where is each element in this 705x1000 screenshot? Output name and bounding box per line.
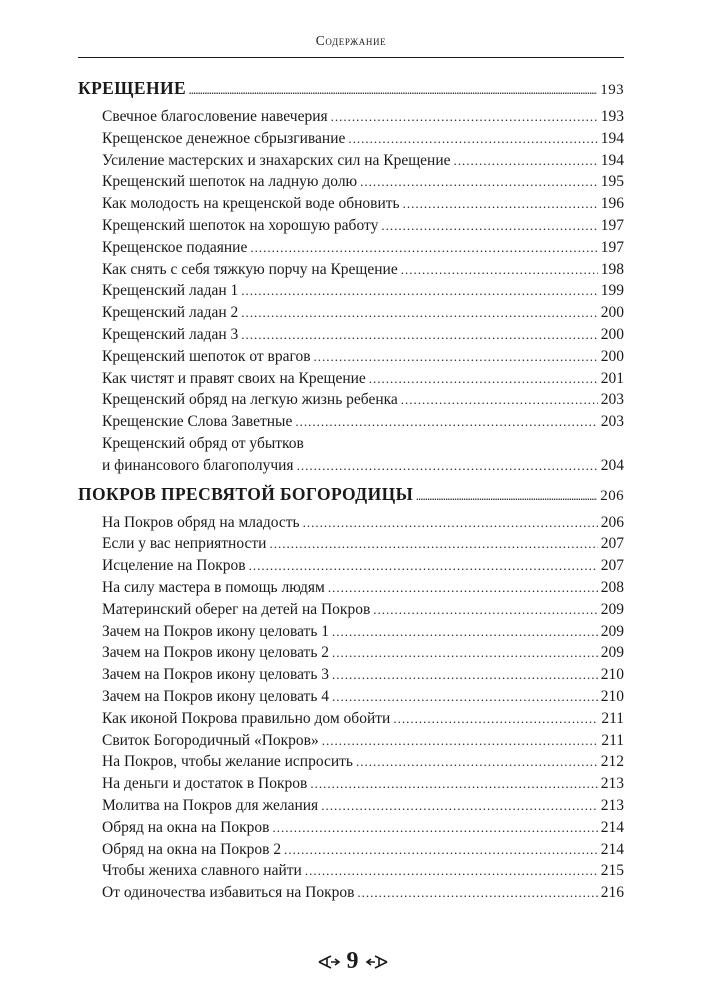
table-of-contents <box>78 78 624 911</box>
entry-page: 195 <box>600 173 624 191</box>
section-heading[interactable] <box>78 78 624 106</box>
entry-title-line2: и финансового благополучия <box>102 456 294 474</box>
entry-page: 206 <box>600 513 624 531</box>
entry-title: Чтобы жениха славного найти <box>102 862 302 880</box>
dot-leader <box>284 839 598 861</box>
header-rule <box>78 57 624 58</box>
dot-leader <box>369 368 598 390</box>
toc-section-epiphany <box>78 78 624 477</box>
entry-title: Крещенский шепоток на ладную долю <box>102 173 358 191</box>
toc-entry[interactable] <box>102 795 624 817</box>
dot-leader <box>269 533 597 555</box>
entry-page: 214 <box>600 840 624 858</box>
section-page: 206 <box>600 487 624 504</box>
entry-page: 208 <box>600 578 624 596</box>
toc-entry[interactable] <box>102 128 624 150</box>
dot-leader <box>357 882 597 904</box>
entry-title: На Покров, чтобы желание испросить <box>102 753 353 771</box>
entry-page: 213 <box>600 775 624 793</box>
dot-leader <box>393 708 598 730</box>
dot-leader <box>189 86 597 96</box>
entry-page: 209 <box>600 600 624 618</box>
entry-title: От одиночества избавиться на Покров <box>102 884 355 902</box>
entry-page: 211 <box>601 731 624 749</box>
toc-entry[interactable] <box>102 751 624 773</box>
toc-section-pokrov <box>78 484 624 904</box>
right-ornament-icon <box>365 955 389 969</box>
running-header: Содержание <box>315 33 387 48</box>
toc-entry[interactable] <box>102 237 624 259</box>
section-page: 193 <box>600 82 624 98</box>
entry-title: Крещенский шепоток на хорошую работу <box>102 216 379 234</box>
dot-leader <box>332 686 598 708</box>
toc-entry[interactable] <box>102 664 624 686</box>
entry-page: 203 <box>600 413 624 431</box>
entry-page: 198 <box>600 260 624 278</box>
entry-page: 200 <box>600 325 624 343</box>
page-folio <box>0 948 705 975</box>
toc-entry[interactable] <box>102 215 624 237</box>
dot-leader <box>241 302 597 324</box>
page-number: 9 <box>346 948 359 974</box>
toc-entry[interactable] <box>102 708 624 730</box>
dot-leader <box>403 193 598 215</box>
toc-entry[interactable] <box>102 860 624 882</box>
dot-leader <box>331 106 598 128</box>
entry-page: 199 <box>600 282 624 300</box>
toc-entry[interactable] <box>102 555 624 577</box>
dot-leader <box>303 512 598 534</box>
entry-title: Обряд на окна на Покров <box>102 818 270 836</box>
entry-title: Обряд на окна на Покров 2 <box>102 840 282 858</box>
toc-entry[interactable] <box>102 642 624 664</box>
toc-entry[interactable] <box>102 280 624 302</box>
section-entries <box>78 106 624 477</box>
toc-entry[interactable] <box>102 512 624 534</box>
entry-page: 193 <box>600 108 624 125</box>
dot-leader <box>314 346 598 368</box>
dot-leader <box>295 411 597 433</box>
entry-title: Если у вас неприятности <box>102 535 267 553</box>
entry-page: 201 <box>600 369 624 387</box>
entry-page: 209 <box>600 644 624 662</box>
entry-page: 194 <box>600 151 624 169</box>
entry-title: Свиток Богородичный «Покров» <box>102 731 319 749</box>
entry-title: Крещенский обряд от убытков <box>102 434 304 452</box>
entry-page: 200 <box>600 304 624 322</box>
dot-leader <box>250 237 597 259</box>
entry-title: Крещенский ладан 3 <box>102 325 239 343</box>
entry-title: Как иконой Покрова правильно дом обойти <box>102 709 391 727</box>
toc-entry[interactable] <box>102 193 624 215</box>
entry-title-continuation <box>102 455 624 477</box>
dot-leader <box>356 751 598 773</box>
toc-entry[interactable] <box>102 106 624 128</box>
entry-title: Крещенское подаяние <box>102 238 248 256</box>
toc-entry[interactable] <box>102 411 624 433</box>
toc-entry[interactable] <box>102 686 624 708</box>
dot-leader <box>401 389 598 411</box>
entry-title: Крещенский ладан 2 <box>102 304 239 322</box>
entry-title: Как чистят и правят своих на Крещение <box>102 369 366 387</box>
entry-page: 216 <box>600 884 624 902</box>
entry-page: 194 <box>600 129 624 147</box>
entry-page: 207 <box>600 535 624 553</box>
dot-leader <box>332 621 598 643</box>
entry-page: 214 <box>600 818 624 836</box>
dot-leader <box>454 150 598 172</box>
entry-title: Усиление мастерских и знахарских сил на Крещение <box>102 151 451 169</box>
toc-entry[interactable] <box>102 533 624 555</box>
entry-title: Крещенский шепоток от врагов <box>102 347 311 365</box>
entry-page: 213 <box>600 796 624 814</box>
dot-leader <box>241 324 597 346</box>
toc-entry[interactable] <box>102 324 624 346</box>
dot-leader <box>373 599 597 621</box>
dot-leader <box>381 215 597 237</box>
entry-title: Зачем на Покров икону целовать 4 <box>102 687 330 705</box>
toc-entry[interactable] <box>102 259 624 281</box>
entry-title: На силу мастера в помощь людям <box>102 578 325 596</box>
toc-entry[interactable] <box>102 839 624 861</box>
entry-title: Как снять с себя тяжкую порчу на Крещение <box>102 260 398 278</box>
entry-title: Исцеление на Покров <box>102 557 246 575</box>
toc-entry[interactable] <box>102 599 624 621</box>
entry-page: 215 <box>600 862 624 880</box>
dot-leader <box>321 795 598 817</box>
section-title: ПОКРОВ ПРЕСВЯТОЙ БОГОРОДИЦЫ <box>78 483 414 504</box>
dot-leader <box>401 259 598 281</box>
toc-entry[interactable] <box>102 346 624 368</box>
dot-leader <box>348 128 597 150</box>
toc-entry[interactable] <box>102 433 624 477</box>
toc-entry[interactable] <box>102 171 624 193</box>
entry-page: 197 <box>600 216 624 234</box>
toc-entry[interactable] <box>102 817 624 839</box>
toc-entry[interactable] <box>102 621 624 643</box>
toc-entry[interactable] <box>102 577 624 599</box>
entry-page: 197 <box>600 238 624 256</box>
dot-leader <box>297 455 598 477</box>
section-entries <box>78 512 624 904</box>
entry-title: Крещенский ладан 1 <box>102 282 239 300</box>
toc-entry[interactable] <box>102 882 624 904</box>
entry-title: Материнский оберег на детей на Покров <box>102 600 371 618</box>
dot-leader <box>332 642 598 664</box>
dot-leader <box>310 773 597 795</box>
left-ornament-icon <box>317 955 341 969</box>
entry-title: Крещенское денежное сбрызгивание <box>102 129 346 147</box>
dot-leader <box>322 730 599 752</box>
toc-entry[interactable] <box>102 368 624 390</box>
entry-title: Молитва на Покров для желания <box>102 796 319 814</box>
entry-title: Крещенские Слова Заветные <box>102 413 293 431</box>
entry-title: Как молодость на крещенской воде обновить <box>102 195 400 213</box>
dot-leader <box>360 171 598 193</box>
toc-entry[interactable] <box>102 730 624 752</box>
entry-page: 204 <box>600 456 624 474</box>
dot-leader <box>249 555 598 577</box>
dot-leader <box>241 280 597 302</box>
dot-leader <box>416 492 597 502</box>
entry-page: 200 <box>600 347 624 365</box>
dot-leader <box>328 577 598 599</box>
toc-entry[interactable] <box>102 389 624 411</box>
entry-title: На Покров обряд на младость <box>102 513 300 531</box>
dot-leader <box>272 817 597 839</box>
toc-entry[interactable] <box>102 150 624 172</box>
entry-title: Зачем на Покров икону целовать 3 <box>102 666 330 684</box>
entry-page: 210 <box>600 687 624 705</box>
dot-leader <box>332 664 598 686</box>
entry-title: Зачем на Покров икону целовать 2 <box>102 644 330 662</box>
section-title: КРЕЩЕНИЕ <box>78 78 187 98</box>
entry-page: 210 <box>600 666 624 684</box>
entry-page: 212 <box>600 753 624 771</box>
entry-title: Зачем на Покров икону целовать 1 <box>102 622 330 640</box>
entry-page: 196 <box>600 195 624 213</box>
toc-entry[interactable] <box>102 302 624 324</box>
section-heading[interactable] <box>78 484 624 512</box>
entry-title: На деньги и достаток в Покров <box>102 775 308 793</box>
entry-page: 209 <box>600 622 624 640</box>
toc-entry[interactable] <box>102 773 624 795</box>
entry-title: Свечное благословение навечерия <box>102 108 328 125</box>
entry-title: Крещенский обряд на легкую жизнь ребенка <box>102 391 398 409</box>
entry-page: 207 <box>600 557 624 575</box>
dot-leader <box>305 860 598 882</box>
entry-page: 211 <box>601 709 624 727</box>
entry-page: 203 <box>600 391 624 409</box>
